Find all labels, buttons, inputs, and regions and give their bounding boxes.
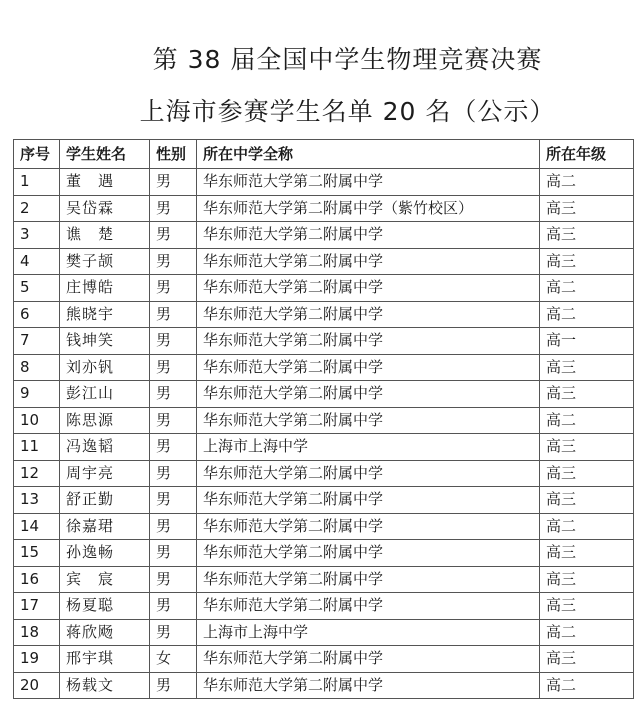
school-cell: 华东师范大学第二附属中学 [197,593,540,620]
gender-cell: 男 [150,381,197,408]
student-name-cell: 樊子颉 [60,248,150,275]
school-cell: 华东师范大学第二附属中学 [197,381,540,408]
student-name-cell: 钱坤笑 [60,328,150,355]
gender-cell: 男 [150,275,197,302]
row-number-cell: 5 [14,275,60,302]
student-name-cell: 庄博皓 [60,275,150,302]
table-row [14,434,634,461]
row-number-cell: 17 [14,593,60,620]
gender-cell: 男 [150,619,197,646]
table-row [14,354,634,381]
student-name-cell: 蒋欣飏 [60,619,150,646]
gender-cell: 男 [150,487,197,514]
student-name-cell: 舒正勤 [60,487,150,514]
gender-cell: 男 [150,169,197,196]
grade-cell: 高三 [540,222,634,249]
school-cell: 华东师范大学第二附属中学 [197,672,540,699]
table-row [14,593,634,620]
document-subtitle: 上海市参赛学生名单 20 名（公示） [139,97,556,126]
row-number-cell: 20 [14,672,60,699]
gender-cell: 男 [150,460,197,487]
student-name-cell: 彭江山 [60,381,150,408]
grade-cell: 高二 [540,169,634,196]
grade-cell: 高三 [540,460,634,487]
grade-cell: 高三 [540,354,634,381]
school-cell: 华东师范大学第二附属中学 [197,540,540,567]
school-cell: 华东师范大学第二附属中学 [197,646,540,673]
grade-cell: 高三 [540,248,634,275]
header-school: 所在中学全称 [197,140,540,169]
school-cell: 华东师范大学第二附属中学 [197,328,540,355]
gender-cell: 男 [150,513,197,540]
gender-cell: 男 [150,328,197,355]
school-cell: 华东师范大学第二附属中学 [197,169,540,196]
grade-cell: 高三 [540,487,634,514]
row-number-cell: 6 [14,301,60,328]
school-cell: 华东师范大学第二附属中学 [197,248,540,275]
student-name-cell: 冯逸韬 [60,434,150,461]
grade-cell: 高二 [540,407,634,434]
header-gender: 性别 [150,140,197,169]
school-cell: 华东师范大学第二附属中学 [197,487,540,514]
grade-cell: 高二 [540,619,634,646]
row-number-cell: 18 [14,619,60,646]
table-row [14,275,634,302]
school-cell: 华东师范大学第二附属中学（紫竹校区） [197,195,540,222]
row-number-cell: 10 [14,407,60,434]
table-row [14,487,634,514]
row-number-cell: 11 [14,434,60,461]
row-number-cell: 2 [14,195,60,222]
student-name-cell: 谯 楚 [60,222,150,249]
table-row [14,407,634,434]
table-row [14,222,634,249]
grade-cell: 高一 [540,328,634,355]
grade-cell: 高三 [540,381,634,408]
row-number-cell: 13 [14,487,60,514]
header-number: 序号 [14,140,60,169]
row-number-cell: 14 [14,513,60,540]
gender-cell: 男 [150,540,197,567]
gender-cell: 男 [150,195,197,222]
student-name-cell: 熊晓宇 [60,301,150,328]
gender-cell: 男 [150,566,197,593]
student-name-cell: 孙逸畅 [60,540,150,567]
table-row [14,566,634,593]
grade-cell: 高二 [540,513,634,540]
school-cell: 上海市上海中学 [197,619,540,646]
table-row [14,195,634,222]
student-name-cell: 陈思源 [60,407,150,434]
grade-cell: 高三 [540,593,634,620]
school-cell: 华东师范大学第二附属中学 [197,301,540,328]
gender-cell: 女 [150,646,197,673]
grade-cell: 高二 [540,301,634,328]
student-name-cell: 邢宇琪 [60,646,150,673]
school-cell: 华东师范大学第二附属中学 [197,407,540,434]
student-name-cell: 周宇亮 [60,460,150,487]
table-header-row [14,140,634,169]
student-name-cell: 徐嘉珺 [60,513,150,540]
grade-cell: 高二 [540,672,634,699]
table-row [14,460,634,487]
table-row [14,619,634,646]
school-cell: 华东师范大学第二附属中学 [197,275,540,302]
school-cell: 华东师范大学第二附属中学 [197,354,540,381]
row-number-cell: 16 [14,566,60,593]
student-name-cell: 吴岱霖 [60,195,150,222]
school-cell: 华东师范大学第二附属中学 [197,460,540,487]
student-name-cell: 刘亦钒 [60,354,150,381]
table-row [14,540,634,567]
gender-cell: 男 [150,301,197,328]
table-row [14,381,634,408]
row-number-cell: 19 [14,646,60,673]
student-name-cell: 宾 宸 [60,566,150,593]
school-cell: 华东师范大学第二附属中学 [197,513,540,540]
row-number-cell: 8 [14,354,60,381]
table-body [14,169,634,699]
row-number-cell: 7 [14,328,60,355]
row-number-cell: 12 [14,460,60,487]
header-grade: 所在年级 [540,140,634,169]
student-name-cell: 董 遇 [60,169,150,196]
gender-cell: 男 [150,672,197,699]
table-row [14,672,634,699]
table-row [14,328,634,355]
row-number-cell: 4 [14,248,60,275]
header-student-name: 学生姓名 [60,140,150,169]
table-row [14,301,634,328]
grade-cell: 高三 [540,434,634,461]
title-block [0,40,640,132]
grade-cell: 高三 [540,195,634,222]
school-cell: 上海市上海中学 [197,434,540,461]
table-row [14,248,634,275]
school-cell: 华东师范大学第二附属中学 [197,222,540,249]
gender-cell: 男 [150,434,197,461]
document-title: 第 38 届全国中学生物理竞赛决赛 [152,45,543,74]
gender-cell: 男 [150,407,197,434]
grade-cell: 高三 [540,540,634,567]
grade-cell: 高三 [540,646,634,673]
gender-cell: 男 [150,222,197,249]
row-number-cell: 3 [14,222,60,249]
row-number-cell: 1 [14,169,60,196]
school-cell: 华东师范大学第二附属中学 [197,566,540,593]
student-roster-table [13,139,634,699]
gender-cell: 男 [150,248,197,275]
grade-cell: 高二 [540,275,634,302]
table-row [14,646,634,673]
table-row [14,513,634,540]
gender-cell: 男 [150,593,197,620]
grade-cell: 高三 [540,566,634,593]
student-name-cell: 杨载文 [60,672,150,699]
table-row [14,169,634,196]
student-name-cell: 杨夏聪 [60,593,150,620]
row-number-cell: 9 [14,381,60,408]
gender-cell: 男 [150,354,197,381]
row-number-cell: 15 [14,540,60,567]
